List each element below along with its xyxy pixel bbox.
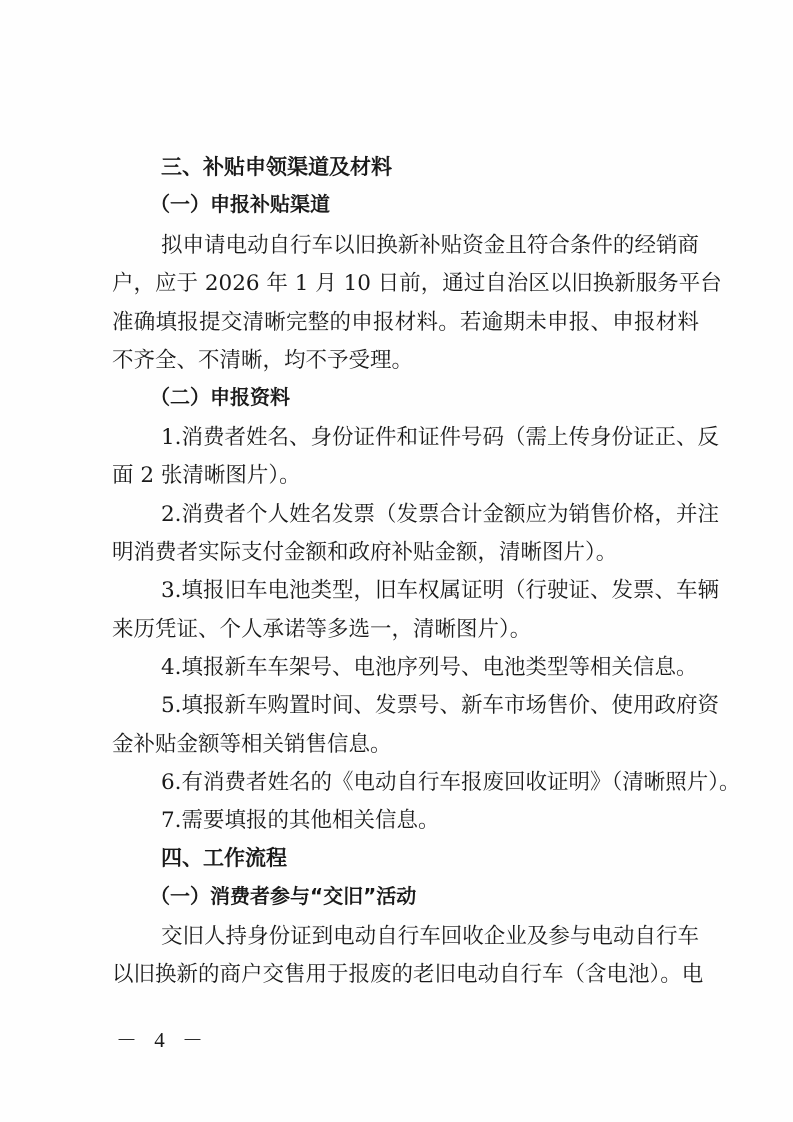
paragraph-line: 交旧人持身份证到电动自行车回收企业及参与电动自行车 xyxy=(161,924,699,949)
list-item-line: 明消费者实际支付金额和政府补贴金额，清晰图片）。 xyxy=(112,540,618,565)
list-item-line: 6.有消费者姓名的《电动自行车报废回收证明》（清晰照片）。 xyxy=(161,770,741,795)
subsection-heading-channels: （一）申报补贴渠道 xyxy=(150,192,330,216)
paragraph-line: 户，应于 2026 年 1 月 10 日前，通过自治区以旧换新服务平台 xyxy=(112,271,722,296)
section-heading-3: 三、补贴申领渠道及材料 xyxy=(161,155,392,179)
list-item-line: 1.消费者姓名、身份证件和证件号码（需上传身份证正、反 xyxy=(161,425,720,450)
subsection-heading-handover: （一）消费者参与“交旧”活动 xyxy=(150,884,417,908)
list-item-line: 5.填报新车购置时间、发票号、新车市场售价、使用政府资 xyxy=(161,693,720,718)
list-item-line: 来历凭证、个人承诺等多选一，清晰图片）。 xyxy=(112,617,532,642)
list-item-line: 7.需要填报的其他相关信息。 xyxy=(161,808,440,833)
paragraph-line: 不齐全、不清晰，均不予受理。 xyxy=(112,348,414,373)
list-item-line: 3.填报旧车电池类型，旧车权属证明（行驶证、发票、车辆 xyxy=(161,578,720,603)
paragraph-line: 以旧换新的商户交售用于报废的老旧电动自行车（含电池）。电 xyxy=(112,962,704,987)
list-item-line: 4.填报新车车架号、电池序列号、电池类型等相关信息。 xyxy=(161,655,698,680)
list-item-line: 2.消费者个人姓名发票（发票合计金额应为销售价格，并注 xyxy=(161,502,720,527)
page-number: － 4 － xyxy=(116,1028,209,1052)
paragraph-line: 拟申请电动自行车以旧换新补贴资金且符合条件的经销商 xyxy=(161,233,699,258)
paragraph-line: 准确填报提交清晰完整的申报材料。若逾期未申报、申报材料 xyxy=(112,310,699,335)
list-item-line: 面 2 张清晰图片）。 xyxy=(112,463,301,488)
subsection-heading-materials: （二）申报资料 xyxy=(150,385,290,409)
section-heading-4: 四、工作流程 xyxy=(161,846,287,870)
list-item-line: 金补贴金额等相关销售信息。 xyxy=(112,732,392,757)
